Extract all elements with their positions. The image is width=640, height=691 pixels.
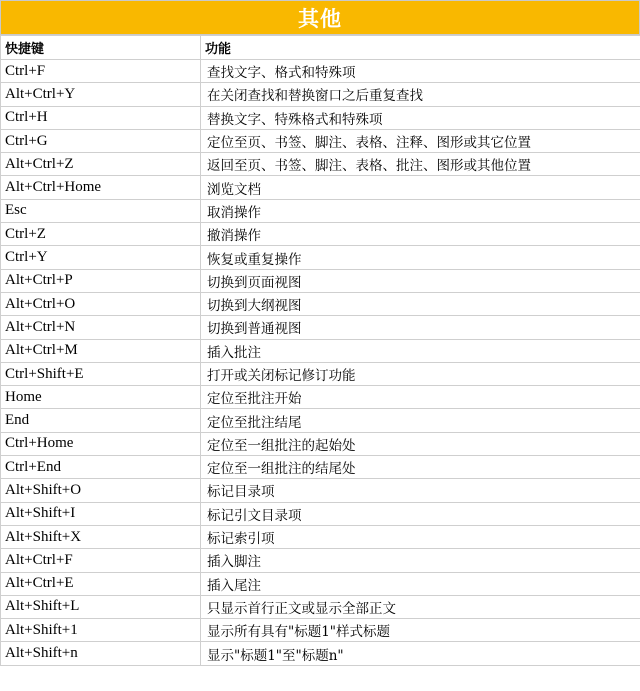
function-cell: 插入尾注: [201, 572, 640, 595]
function-cell: 在关闭查找和替换窗口之后重复查找: [201, 83, 640, 106]
table-row: [1, 316, 640, 339]
shortcut-cell: Alt+Ctrl+M: [1, 339, 201, 362]
shortcut-cell: Ctrl+End: [1, 456, 201, 479]
table-row: [1, 386, 640, 409]
function-cell: 打开或关闭标记修订功能: [201, 362, 640, 385]
column-header-function: 功能: [201, 36, 640, 60]
function-cell: 查找文字、格式和特殊项: [201, 60, 640, 83]
shortcut-cell: Ctrl+H: [1, 106, 201, 129]
function-cell: 显示所有具有"标题1"样式标题: [201, 619, 640, 642]
function-cell: 显示"标题1"至"标题n": [201, 642, 640, 665]
shortcut-cell: Alt+Ctrl+N: [1, 316, 201, 339]
function-cell: 切换到普通视图: [201, 316, 640, 339]
shortcut-cell: Esc: [1, 199, 201, 222]
shortcut-cell: Alt+Ctrl+E: [1, 572, 201, 595]
shortcut-cell: Alt+Ctrl+Z: [1, 153, 201, 176]
table-row: [1, 595, 640, 618]
shortcut-cell: Alt+Shift+n: [1, 642, 201, 665]
table-row: [1, 432, 640, 455]
function-cell: 标记目录项: [201, 479, 640, 502]
table-row: [1, 199, 640, 222]
table-row: [1, 525, 640, 548]
table-row: [1, 619, 640, 642]
shortcut-cell: Alt+Shift+1: [1, 619, 201, 642]
shortcut-table: [0, 35, 640, 666]
function-cell: 切换到大纲视图: [201, 292, 640, 315]
table-row: [1, 269, 640, 292]
shortcut-cell: Ctrl+F: [1, 60, 201, 83]
sheet-title: 其他: [298, 6, 342, 31]
function-cell: 只显示首行正文或显示全部正文: [201, 595, 640, 618]
shortcut-cell: Ctrl+Z: [1, 223, 201, 246]
table-row: [1, 642, 640, 665]
shortcut-cell: Alt+Ctrl+F: [1, 549, 201, 572]
shortcut-cell: Alt+Shift+X: [1, 525, 201, 548]
table-row: [1, 456, 640, 479]
table-row: [1, 339, 640, 362]
table-row: [1, 572, 640, 595]
table-row: [1, 153, 640, 176]
function-cell: 插入脚注: [201, 549, 640, 572]
table-row: [1, 292, 640, 315]
function-cell: 切换到页面视图: [201, 269, 640, 292]
shortcut-cell: Alt+Ctrl+P: [1, 269, 201, 292]
table-row: [1, 176, 640, 199]
table-row: [1, 409, 640, 432]
function-cell: 定位至批注结尾: [201, 409, 640, 432]
function-cell: 浏览文档: [201, 176, 640, 199]
shortcut-cell: Ctrl+G: [1, 129, 201, 152]
table-body: [1, 60, 640, 666]
shortcut-cell: Ctrl+Y: [1, 246, 201, 269]
shortcut-cell: Alt+Ctrl+Y: [1, 83, 201, 106]
title-bar: [0, 0, 640, 35]
shortcut-cell: Alt+Ctrl+O: [1, 292, 201, 315]
table-row: [1, 83, 640, 106]
function-cell: 返回至页、书签、脚注、表格、批注、图形或其他位置: [201, 153, 640, 176]
table-row: [1, 223, 640, 246]
table-row: [1, 362, 640, 385]
function-cell: 标记索引项: [201, 525, 640, 548]
table-row: [1, 60, 640, 83]
column-header-shortcut: 快捷键: [1, 36, 201, 60]
shortcut-cell: Alt+Shift+L: [1, 595, 201, 618]
table-row: [1, 549, 640, 572]
table-row: [1, 479, 640, 502]
function-cell: 定位至批注开始: [201, 386, 640, 409]
shortcut-cell: Alt+Ctrl+Home: [1, 176, 201, 199]
function-cell: 定位至一组批注的结尾处: [201, 456, 640, 479]
table-row: [1, 106, 640, 129]
header-row: [1, 36, 640, 60]
function-cell: 撤消操作: [201, 223, 640, 246]
function-cell: 恢复或重复操作: [201, 246, 640, 269]
function-cell: 定位至页、书签、脚注、表格、注释、图形或其它位置: [201, 129, 640, 152]
shortcut-cell: Alt+Shift+O: [1, 479, 201, 502]
shortcut-cell: Ctrl+Home: [1, 432, 201, 455]
table-row: [1, 129, 640, 152]
shortcut-cell: Alt+Shift+I: [1, 502, 201, 525]
shortcut-cell: Ctrl+Shift+E: [1, 362, 201, 385]
function-cell: 插入批注: [201, 339, 640, 362]
function-cell: 替换文字、特殊格式和特殊项: [201, 106, 640, 129]
shortcut-cell: End: [1, 409, 201, 432]
function-cell: 定位至一组批注的起始处: [201, 432, 640, 455]
table-row: [1, 502, 640, 525]
function-cell: 标记引文目录项: [201, 502, 640, 525]
shortcut-cell: Home: [1, 386, 201, 409]
table-row: [1, 246, 640, 269]
function-cell: 取消操作: [201, 199, 640, 222]
